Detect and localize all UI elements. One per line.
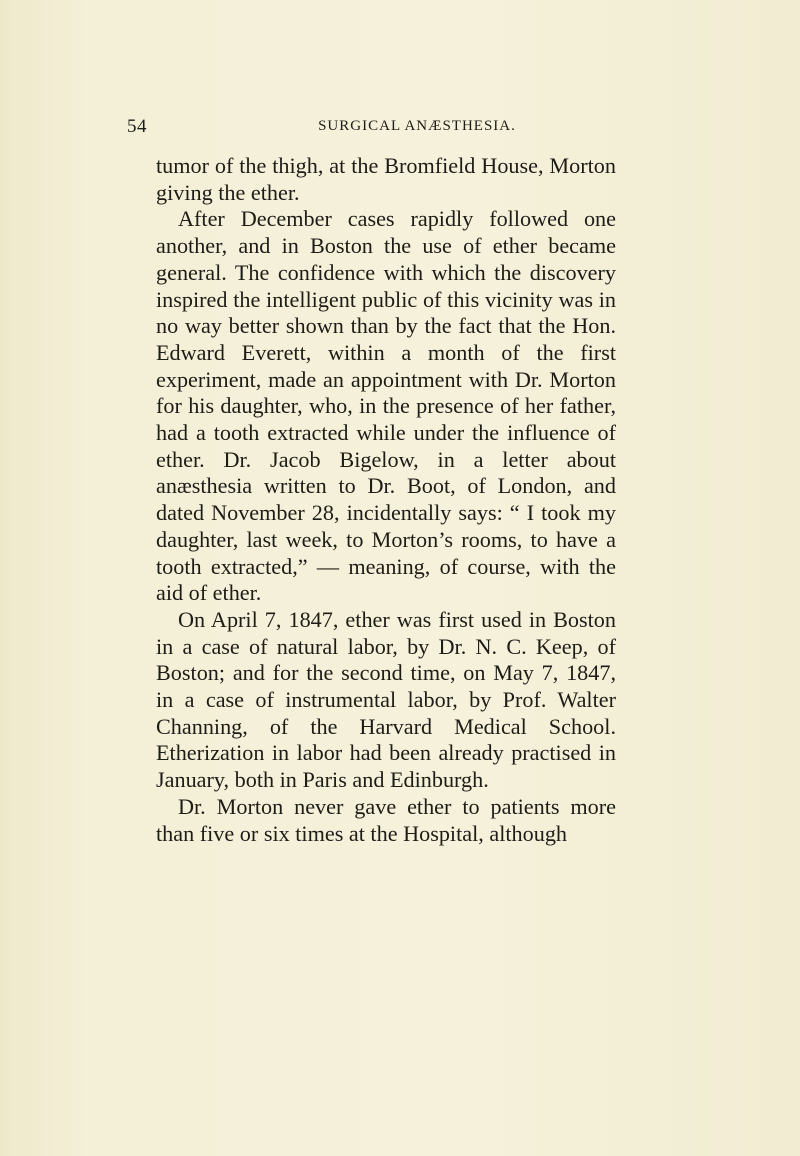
page-number: 54 [127, 116, 147, 137]
running-title: SURGICAL ANÆSTHESIA. [318, 118, 516, 134]
running-head [127, 116, 647, 138]
paragraph: On April 7, 1847, ether was first used in Boston in a case of natural labor, by Dr. N. C. Keep, of Boston; and for the second time, on May 7, 1847, in a case of instrumental labor, by Prof. Walter Channing, of the Harvard Medical School. Etherization in labor had been already practised in January, both in Paris and Edinburgh. [156, 606, 616, 793]
paragraph: tumor of the thigh, at the Bromfield House, Morton giving the ether. [156, 153, 616, 205]
paragraph: Dr. Morton never gave ether to patients more than five or six times at the Hospital, although [156, 793, 616, 846]
body-text [156, 153, 616, 847]
paragraph: After December cases rapidly followed one another, and in Boston the use of ether became general. The confidence with which the discovery inspired the intelligent public of this vicinity was in no way better shown than by the fact that the Hon. Edward Everett, within a month of the first experiment, made an appointment with Dr. Morton for his daughter, who, in the presence of her father, had a tooth extracted while under the influence of ether. Dr. Jacob Bigelow, in a letter about anæsthesia written to Dr. Boot, of London, and dated November 28, incidentally says: “ I took my daughter, last week, to Morton’s rooms, to have a tooth extracted,” — meaning, of course, with the aid of ether. [156, 206, 616, 606]
